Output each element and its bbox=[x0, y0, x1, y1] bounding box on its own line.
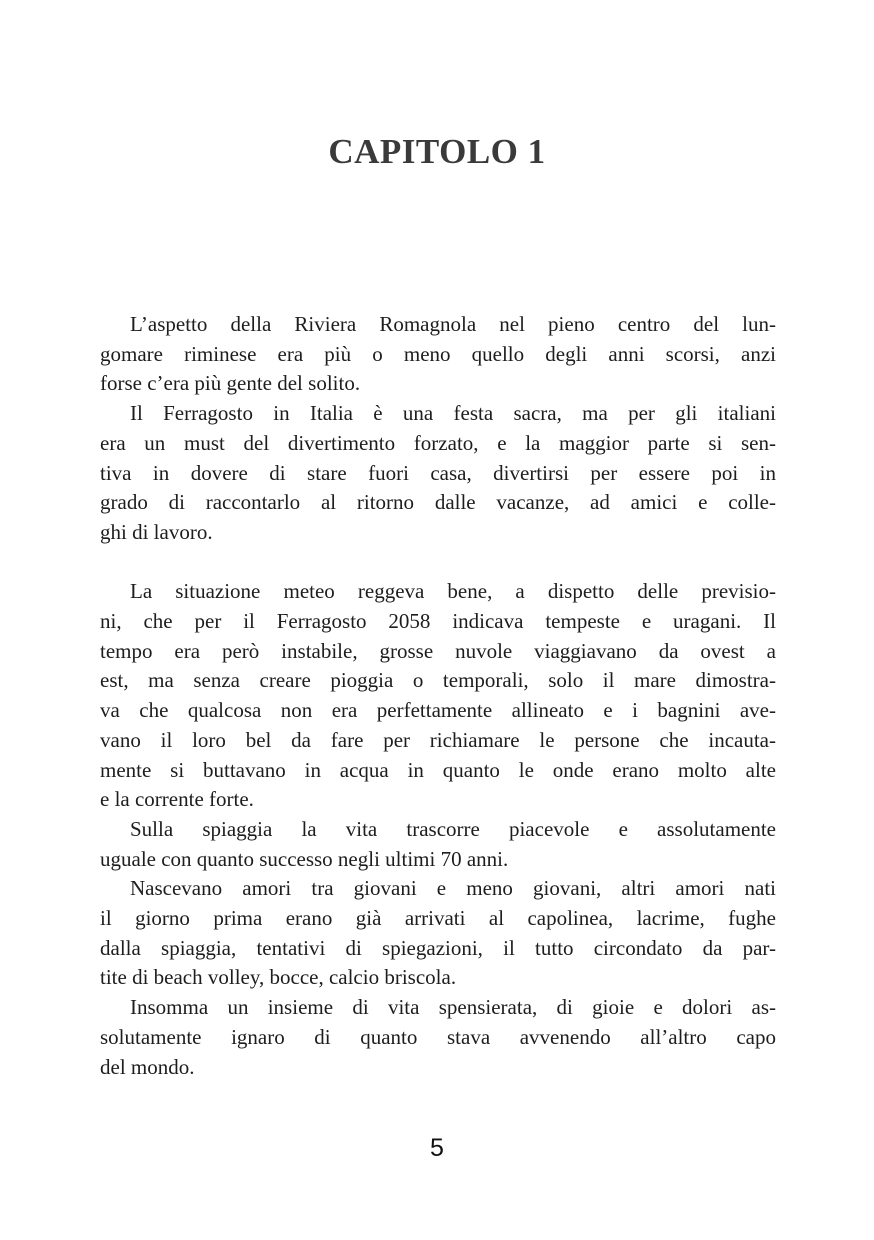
text-line: uguale con quanto successo negli ultimi 70 anni. bbox=[100, 846, 509, 871]
text-line: il giorno prima erano già arrivati al capolinea, lacrime, fughe bbox=[100, 906, 776, 931]
paragraph bbox=[100, 815, 776, 874]
text-line: ni, che per il Ferragosto 2058 indicava tempeste e uragani. Il bbox=[100, 609, 776, 634]
body-text bbox=[100, 310, 776, 1082]
text-line: L’aspetto della Riviera Romagnola nel pieno centro del lun- bbox=[130, 312, 776, 336]
text-line: e la corrente forte. bbox=[100, 787, 254, 812]
paragraph bbox=[100, 399, 776, 548]
text-line: vano il loro bel da fare per richiamare le persone che incauta- bbox=[100, 727, 776, 752]
text-line: era un must del divertimento forzato, e la maggior parte si sen- bbox=[100, 430, 776, 455]
text-line: Sulla spiaggia la vita trascorre piacevole e assolutamente bbox=[130, 816, 776, 841]
text-line: del mondo. bbox=[100, 1054, 195, 1079]
text-line: tiva in dovere di stare fuori casa, divertirsi per essere poi in bbox=[100, 460, 776, 485]
paragraph bbox=[100, 577, 776, 815]
text-line: ghi di lavoro. bbox=[100, 519, 213, 544]
page-number: 5 bbox=[430, 1134, 444, 1162]
text-line: tite di beach volley, bocce, calcio briscola. bbox=[100, 965, 457, 990]
text-line: gomare riminese era più o meno quello degli anni scorsi, anzi bbox=[100, 341, 776, 366]
paragraph bbox=[100, 874, 776, 993]
text-line: va che qualcosa non era perfettamente allineato e i bagnini ave- bbox=[100, 698, 776, 723]
text-line: Insomma un insieme di vita spensierata, di gioie e dolori as- bbox=[130, 995, 776, 1020]
text-line: Il Ferragosto in Italia è una festa sacra, ma per gli italiani bbox=[130, 401, 776, 426]
text-line: dalla spiaggia, tentativi di spiegazioni, il tutto circondato da par- bbox=[100, 935, 776, 960]
chapter-title: CAPITOLO 1 bbox=[328, 132, 546, 171]
text-line: solutamente ignaro di quanto stava avvenendo all’altro capo bbox=[100, 1024, 776, 1049]
text-line: Nascevano amori tra giovani e meno giovani, altri amori nati bbox=[130, 876, 776, 901]
text-line: forse c’era più gente del solito. bbox=[100, 371, 361, 396]
text-line: mente si buttavano in acqua in quanto le onde erano molto alte bbox=[100, 757, 776, 782]
text-line: La situazione meteo reggeva bene, a dispetto delle previsio- bbox=[130, 579, 776, 604]
text-line: grado di raccontarlo al ritorno dalle vacanze, ad amici e colle- bbox=[100, 490, 776, 515]
paragraph bbox=[100, 310, 776, 399]
text-line: tempo era però instabile, grosse nuvole viaggiavano da ovest a bbox=[100, 638, 776, 663]
paragraph bbox=[100, 993, 776, 1082]
text-line: est, ma senza creare pioggia o temporali, solo il mare dimostra- bbox=[100, 668, 776, 693]
